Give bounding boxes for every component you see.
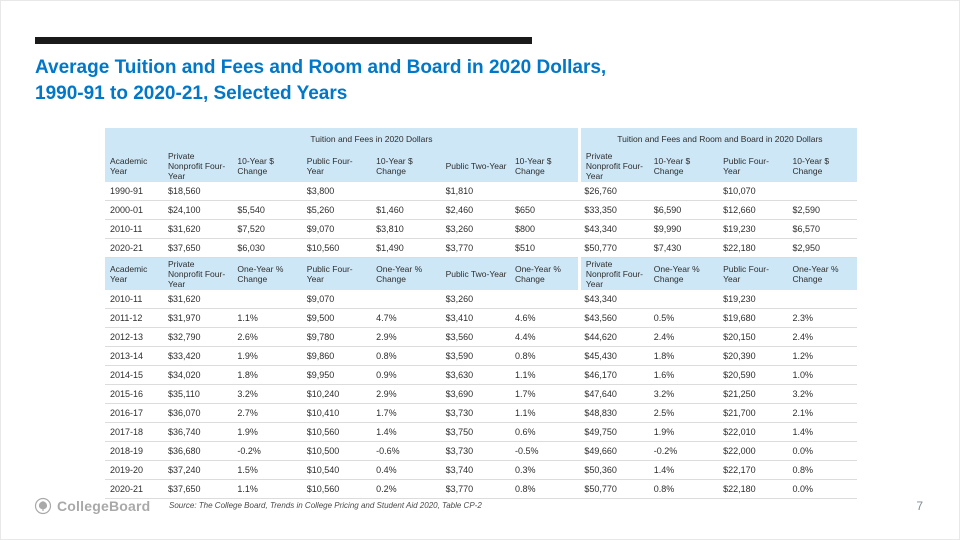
logo-text: CollegeBoard bbox=[57, 498, 151, 514]
value-cell: 2.9% bbox=[371, 385, 440, 404]
value-cell: $6,030 bbox=[232, 239, 301, 258]
value-cell bbox=[649, 290, 718, 309]
value-cell: $10,410 bbox=[302, 404, 371, 423]
value-cell: 0.8% bbox=[649, 480, 718, 499]
value-cell: 1.7% bbox=[510, 385, 579, 404]
table-row bbox=[105, 347, 857, 366]
source-note: Source: The College Board, Trends in College Pricing and Student Aid 2020, Table CP-2 bbox=[169, 501, 482, 510]
column-header: One-Year % Change bbox=[371, 258, 440, 291]
column-header-row bbox=[105, 150, 857, 182]
value-cell: $3,800 bbox=[302, 182, 371, 201]
group-header: Tuition and Fees in 2020 Dollars bbox=[163, 128, 579, 150]
value-cell: $9,860 bbox=[302, 347, 371, 366]
value-cell: 3.2% bbox=[788, 385, 857, 404]
value-cell: $49,660 bbox=[579, 442, 648, 461]
value-cell: 0.8% bbox=[788, 461, 857, 480]
column-header: Private Nonprofit Four-Year bbox=[163, 150, 232, 182]
value-cell bbox=[232, 182, 301, 201]
academic-year-cell: 2015-16 bbox=[105, 385, 163, 404]
value-cell: $3,260 bbox=[441, 220, 510, 239]
value-cell bbox=[232, 290, 301, 309]
value-cell: $43,340 bbox=[579, 290, 648, 309]
value-cell: 1.9% bbox=[232, 423, 301, 442]
academic-year-cell: 2010-11 bbox=[105, 290, 163, 309]
value-cell bbox=[510, 182, 579, 201]
column-header-row bbox=[105, 258, 857, 291]
value-cell: $6,590 bbox=[649, 201, 718, 220]
value-cell: $3,740 bbox=[441, 461, 510, 480]
tuition-table-container bbox=[105, 128, 857, 499]
value-cell: 1.2% bbox=[788, 347, 857, 366]
value-cell: $31,970 bbox=[163, 309, 232, 328]
value-cell: 1.8% bbox=[649, 347, 718, 366]
value-cell: 2.1% bbox=[788, 404, 857, 423]
value-cell: $22,180 bbox=[718, 239, 787, 258]
value-cell: $9,990 bbox=[649, 220, 718, 239]
value-cell: -0.6% bbox=[371, 442, 440, 461]
value-cell: $46,170 bbox=[579, 366, 648, 385]
value-cell: $1,490 bbox=[371, 239, 440, 258]
group-header-blank bbox=[105, 128, 163, 150]
column-header: 10-Year $ Change bbox=[371, 150, 440, 182]
value-cell: 1.1% bbox=[510, 404, 579, 423]
value-cell: 4.7% bbox=[371, 309, 440, 328]
value-cell: $22,180 bbox=[718, 480, 787, 499]
value-cell: $3,730 bbox=[441, 404, 510, 423]
value-cell: 1.4% bbox=[649, 461, 718, 480]
value-cell: 4.6% bbox=[510, 309, 579, 328]
value-cell: $3,590 bbox=[441, 347, 510, 366]
academic-year-cell: 2012-13 bbox=[105, 328, 163, 347]
value-cell: 2.4% bbox=[788, 328, 857, 347]
value-cell: $31,620 bbox=[163, 220, 232, 239]
value-cell: 1.4% bbox=[788, 423, 857, 442]
value-cell: $44,620 bbox=[579, 328, 648, 347]
value-cell: $10,560 bbox=[302, 480, 371, 499]
value-cell: $5,540 bbox=[232, 201, 301, 220]
table-row bbox=[105, 480, 857, 499]
value-cell: $20,590 bbox=[718, 366, 787, 385]
value-cell: 0.2% bbox=[371, 480, 440, 499]
value-cell: $650 bbox=[510, 201, 579, 220]
value-cell: 0.4% bbox=[371, 461, 440, 480]
value-cell: $9,950 bbox=[302, 366, 371, 385]
value-cell: $3,810 bbox=[371, 220, 440, 239]
value-cell: $10,540 bbox=[302, 461, 371, 480]
academic-year-cell: 2020-21 bbox=[105, 239, 163, 258]
column-header: Public Two-Year bbox=[441, 150, 510, 182]
table-row bbox=[105, 423, 857, 442]
academic-year-cell: 2014-15 bbox=[105, 366, 163, 385]
value-cell bbox=[371, 290, 440, 309]
value-cell: 1.9% bbox=[232, 347, 301, 366]
value-cell: -0.2% bbox=[232, 442, 301, 461]
value-cell: $510 bbox=[510, 239, 579, 258]
value-cell: $19,680 bbox=[718, 309, 787, 328]
value-cell: $3,410 bbox=[441, 309, 510, 328]
value-cell: $45,430 bbox=[579, 347, 648, 366]
column-header: 10-Year $ Change bbox=[649, 150, 718, 182]
column-header: Public Four-Year bbox=[302, 258, 371, 291]
value-cell: 0.9% bbox=[371, 366, 440, 385]
group-header: Tuition and Fees and Room and Board in 2020 Dollars bbox=[579, 128, 857, 150]
value-cell: $3,750 bbox=[441, 423, 510, 442]
value-cell: 1.1% bbox=[232, 480, 301, 499]
value-cell: $3,260 bbox=[441, 290, 510, 309]
value-cell: $36,740 bbox=[163, 423, 232, 442]
table-row bbox=[105, 182, 857, 201]
value-cell bbox=[649, 182, 718, 201]
table-row bbox=[105, 404, 857, 423]
value-cell: $10,560 bbox=[302, 239, 371, 258]
slide-title bbox=[35, 55, 815, 107]
value-cell: 2.4% bbox=[649, 328, 718, 347]
column-header: One-Year % Change bbox=[649, 258, 718, 291]
value-cell: $22,000 bbox=[718, 442, 787, 461]
value-cell bbox=[510, 290, 579, 309]
column-header: One-Year % Change bbox=[232, 258, 301, 291]
value-cell: $22,010 bbox=[718, 423, 787, 442]
title-line-1: Average Tuition and Fees and Room and Board in 2020 Dollars, bbox=[35, 57, 607, 78]
value-cell: 3.2% bbox=[232, 385, 301, 404]
value-cell: 2.9% bbox=[371, 328, 440, 347]
table-row bbox=[105, 309, 857, 328]
table-row bbox=[105, 220, 857, 239]
value-cell: $35,110 bbox=[163, 385, 232, 404]
tuition-table bbox=[105, 128, 857, 499]
value-cell: $3,690 bbox=[441, 385, 510, 404]
column-header: 10-Year $ Change bbox=[232, 150, 301, 182]
value-cell: $37,240 bbox=[163, 461, 232, 480]
value-cell: 1.0% bbox=[788, 366, 857, 385]
value-cell bbox=[371, 182, 440, 201]
value-cell: 2.5% bbox=[649, 404, 718, 423]
column-header: One-Year % Change bbox=[510, 258, 579, 291]
title-accent-bar bbox=[35, 37, 532, 44]
value-cell: 1.6% bbox=[649, 366, 718, 385]
academic-year-cell: 2010-11 bbox=[105, 220, 163, 239]
value-cell: 0.8% bbox=[371, 347, 440, 366]
value-cell: 0.0% bbox=[788, 480, 857, 499]
value-cell: $21,700 bbox=[718, 404, 787, 423]
value-cell: $10,070 bbox=[718, 182, 787, 201]
academic-year-cell: 2020-21 bbox=[105, 480, 163, 499]
acorn-logo-icon bbox=[34, 497, 52, 515]
table-group-header-row bbox=[105, 128, 857, 150]
value-cell: 1.1% bbox=[232, 309, 301, 328]
value-cell: -0.2% bbox=[649, 442, 718, 461]
value-cell: $20,390 bbox=[718, 347, 787, 366]
column-header: 10-Year $ Change bbox=[510, 150, 579, 182]
academic-year-cell: 2017-18 bbox=[105, 423, 163, 442]
value-cell: $43,340 bbox=[579, 220, 648, 239]
value-cell: 2.6% bbox=[232, 328, 301, 347]
value-cell: $7,520 bbox=[232, 220, 301, 239]
value-cell: $10,560 bbox=[302, 423, 371, 442]
value-cell: 0.8% bbox=[510, 480, 579, 499]
page-number: 7 bbox=[916, 499, 923, 513]
value-cell: $2,460 bbox=[441, 201, 510, 220]
value-cell: 1.4% bbox=[371, 423, 440, 442]
value-cell: $2,950 bbox=[788, 239, 857, 258]
value-cell: $7,430 bbox=[649, 239, 718, 258]
value-cell: $22,170 bbox=[718, 461, 787, 480]
academic-year-cell: 2013-14 bbox=[105, 347, 163, 366]
academic-year-cell: 2018-19 bbox=[105, 442, 163, 461]
table-row bbox=[105, 201, 857, 220]
value-cell bbox=[788, 290, 857, 309]
value-cell: $49,750 bbox=[579, 423, 648, 442]
value-cell: $9,500 bbox=[302, 309, 371, 328]
value-cell: $43,560 bbox=[579, 309, 648, 328]
value-cell: $1,810 bbox=[441, 182, 510, 201]
value-cell: $3,770 bbox=[441, 239, 510, 258]
value-cell: $19,230 bbox=[718, 290, 787, 309]
value-cell: $33,420 bbox=[163, 347, 232, 366]
value-cell: $47,640 bbox=[579, 385, 648, 404]
academic-year-cell: 2000-01 bbox=[105, 201, 163, 220]
value-cell: -0.5% bbox=[510, 442, 579, 461]
value-cell: $36,070 bbox=[163, 404, 232, 423]
table-row bbox=[105, 290, 857, 309]
value-cell: $37,650 bbox=[163, 480, 232, 499]
value-cell: $1,460 bbox=[371, 201, 440, 220]
value-cell: 0.0% bbox=[788, 442, 857, 461]
value-cell: $32,790 bbox=[163, 328, 232, 347]
value-cell: $21,250 bbox=[718, 385, 787, 404]
column-header: One-Year % Change bbox=[788, 258, 857, 291]
column-header: Public Four-Year bbox=[718, 150, 787, 182]
value-cell bbox=[788, 182, 857, 201]
value-cell: 1.5% bbox=[232, 461, 301, 480]
academic-year-cell: 1990-91 bbox=[105, 182, 163, 201]
value-cell: 1.1% bbox=[510, 366, 579, 385]
value-cell: 0.6% bbox=[510, 423, 579, 442]
value-cell: 0.8% bbox=[510, 347, 579, 366]
column-header: Private Nonprofit Four-Year bbox=[579, 150, 648, 182]
column-header: Academic Year bbox=[105, 258, 163, 291]
column-header: 10-Year $ Change bbox=[788, 150, 857, 182]
value-cell: $19,230 bbox=[718, 220, 787, 239]
value-cell: $3,630 bbox=[441, 366, 510, 385]
value-cell: $9,780 bbox=[302, 328, 371, 347]
value-cell: $24,100 bbox=[163, 201, 232, 220]
value-cell: 2.3% bbox=[788, 309, 857, 328]
value-cell: $9,070 bbox=[302, 290, 371, 309]
value-cell: $50,770 bbox=[579, 239, 648, 258]
academic-year-cell: 2011-12 bbox=[105, 309, 163, 328]
value-cell: $50,360 bbox=[579, 461, 648, 480]
value-cell: 3.2% bbox=[649, 385, 718, 404]
table-row bbox=[105, 461, 857, 480]
value-cell: 4.4% bbox=[510, 328, 579, 347]
column-header: Public Four-Year bbox=[302, 150, 371, 182]
value-cell: $12,660 bbox=[718, 201, 787, 220]
column-header: Private Nonprofit Four-Year bbox=[163, 258, 232, 291]
value-cell: $10,240 bbox=[302, 385, 371, 404]
table-row bbox=[105, 366, 857, 385]
academic-year-cell: 2019-20 bbox=[105, 461, 163, 480]
value-cell: $20,150 bbox=[718, 328, 787, 347]
value-cell: $2,590 bbox=[788, 201, 857, 220]
value-cell: $33,350 bbox=[579, 201, 648, 220]
title-line-2: 1990-91 to 2020-21, Selected Years bbox=[35, 83, 348, 104]
value-cell: 0.5% bbox=[649, 309, 718, 328]
value-cell: $3,730 bbox=[441, 442, 510, 461]
column-header: Academic Year bbox=[105, 150, 163, 182]
value-cell: $3,560 bbox=[441, 328, 510, 347]
value-cell: $50,770 bbox=[579, 480, 648, 499]
collegeboard-logo bbox=[34, 497, 150, 515]
academic-year-cell: 2016-17 bbox=[105, 404, 163, 423]
value-cell: $5,260 bbox=[302, 201, 371, 220]
value-cell: $34,020 bbox=[163, 366, 232, 385]
table-row bbox=[105, 239, 857, 258]
value-cell: $18,560 bbox=[163, 182, 232, 201]
value-cell: $26,760 bbox=[579, 182, 648, 201]
value-cell: $37,650 bbox=[163, 239, 232, 258]
value-cell: $10,500 bbox=[302, 442, 371, 461]
value-cell: $48,830 bbox=[579, 404, 648, 423]
table-row bbox=[105, 442, 857, 461]
table-row bbox=[105, 385, 857, 404]
value-cell: $6,570 bbox=[788, 220, 857, 239]
value-cell: $36,680 bbox=[163, 442, 232, 461]
value-cell: $9,070 bbox=[302, 220, 371, 239]
column-header: Public Two-Year bbox=[441, 258, 510, 291]
column-header: Private Nonprofit Four-Year bbox=[579, 258, 648, 291]
value-cell: $800 bbox=[510, 220, 579, 239]
column-header: Public Four-Year bbox=[718, 258, 787, 291]
value-cell: 0.3% bbox=[510, 461, 579, 480]
value-cell: 1.7% bbox=[371, 404, 440, 423]
value-cell: $3,770 bbox=[441, 480, 510, 499]
value-cell: 2.7% bbox=[232, 404, 301, 423]
table-row bbox=[105, 328, 857, 347]
value-cell: $31,620 bbox=[163, 290, 232, 309]
value-cell: 1.9% bbox=[649, 423, 718, 442]
value-cell: 1.8% bbox=[232, 366, 301, 385]
